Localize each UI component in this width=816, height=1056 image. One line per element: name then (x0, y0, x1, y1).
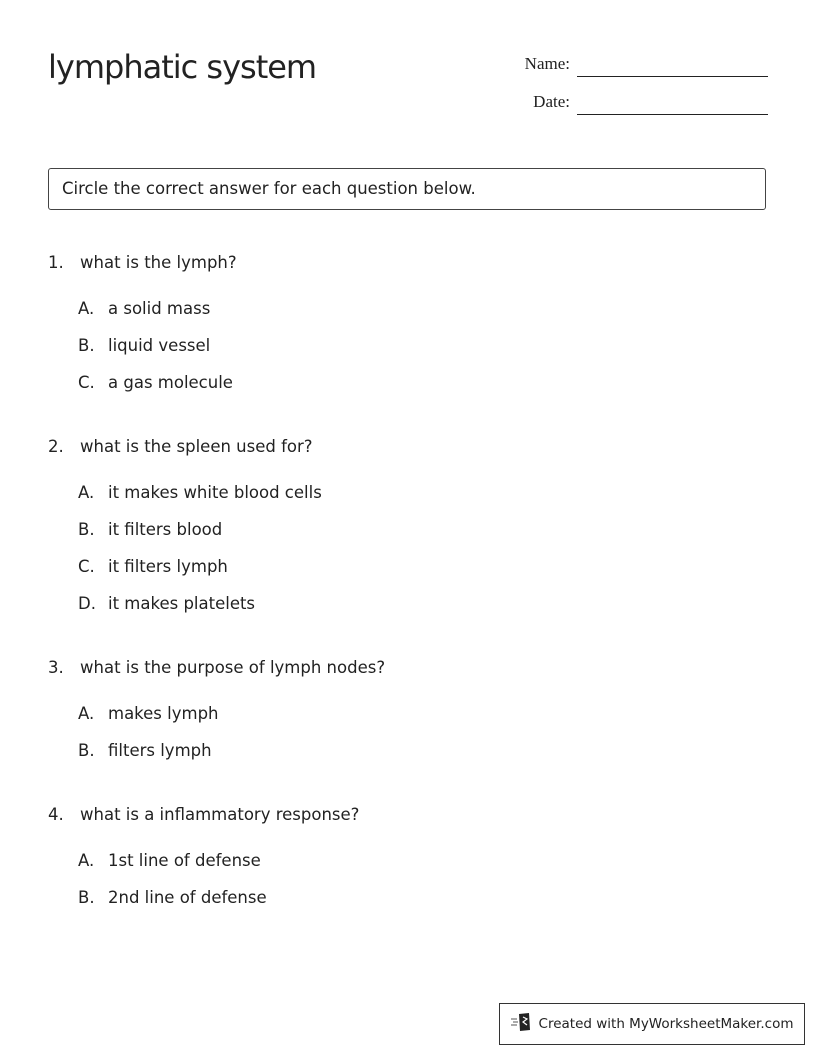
question-text-row (48, 657, 748, 679)
option-text: liquid vessel (108, 336, 211, 355)
question (48, 804, 748, 924)
question-list (48, 252, 748, 951)
question-number: 4. (48, 805, 64, 824)
option-text: 2nd line of defense (108, 888, 267, 907)
option-letter: A. (78, 851, 95, 870)
answer-options (48, 850, 748, 924)
answer-option[interactable] (48, 335, 748, 372)
answer-option[interactable] (48, 593, 748, 630)
option-letter: B. (78, 741, 95, 760)
option-text: a solid mass (108, 299, 211, 318)
name-line[interactable] (577, 76, 768, 77)
option-text: it makes platelets (108, 594, 256, 613)
answer-option[interactable] (48, 850, 748, 887)
answer-option[interactable] (48, 482, 748, 519)
answer-options (48, 703, 748, 777)
option-text: 1st line of defense (108, 851, 261, 870)
answer-option[interactable] (48, 556, 748, 593)
date-label: Date: (533, 92, 570, 111)
option-letter: B. (78, 520, 95, 539)
answer-option[interactable] (48, 703, 748, 740)
question (48, 436, 748, 630)
option-text: it filters lymph (108, 557, 228, 576)
answer-option[interactable] (48, 519, 748, 556)
question-text-row (48, 804, 748, 826)
option-letter: A. (78, 299, 95, 318)
question (48, 657, 748, 777)
option-text: a gas molecule (108, 373, 233, 392)
question-number: 3. (48, 658, 64, 677)
question-text-row (48, 436, 748, 458)
answer-option[interactable] (48, 887, 748, 924)
option-letter: B. (78, 888, 95, 907)
option-letter: A. (78, 483, 95, 502)
answer-options (48, 298, 748, 409)
option-letter: B. (78, 336, 95, 355)
footer-badge (499, 1003, 805, 1045)
question-text-row (48, 252, 748, 274)
instructions-box: Circle the correct answer for each question below. (48, 168, 766, 210)
question-text: what is the lymph? (80, 253, 237, 272)
answer-option[interactable] (48, 372, 748, 409)
option-letter: C. (78, 557, 95, 576)
question-number: 1. (48, 253, 64, 272)
option-text: makes lymph (108, 704, 219, 723)
question (48, 252, 748, 409)
worksheet-logo-icon (511, 1012, 533, 1036)
option-letter: C. (78, 373, 95, 392)
worksheet-title: lymphatic system (48, 48, 317, 86)
option-letter: D. (78, 594, 96, 613)
question-text: what is a inflammatory response? (80, 805, 360, 824)
question-text: what is the purpose of lymph nodes? (80, 658, 386, 677)
question-text: what is the spleen used for? (80, 437, 313, 456)
name-label: Name: (524, 54, 570, 73)
date-line[interactable] (577, 114, 768, 115)
answer-option[interactable] (48, 740, 748, 777)
answer-options (48, 482, 748, 630)
option-letter: A. (78, 704, 95, 723)
question-number: 2. (48, 437, 64, 456)
answer-option[interactable] (48, 298, 748, 335)
option-text: it filters blood (108, 520, 223, 539)
option-text: it makes white blood cells (108, 483, 322, 502)
footer-text: Created with MyWorksheetMaker.com (538, 1016, 794, 1032)
option-text: filters lymph (108, 741, 212, 760)
